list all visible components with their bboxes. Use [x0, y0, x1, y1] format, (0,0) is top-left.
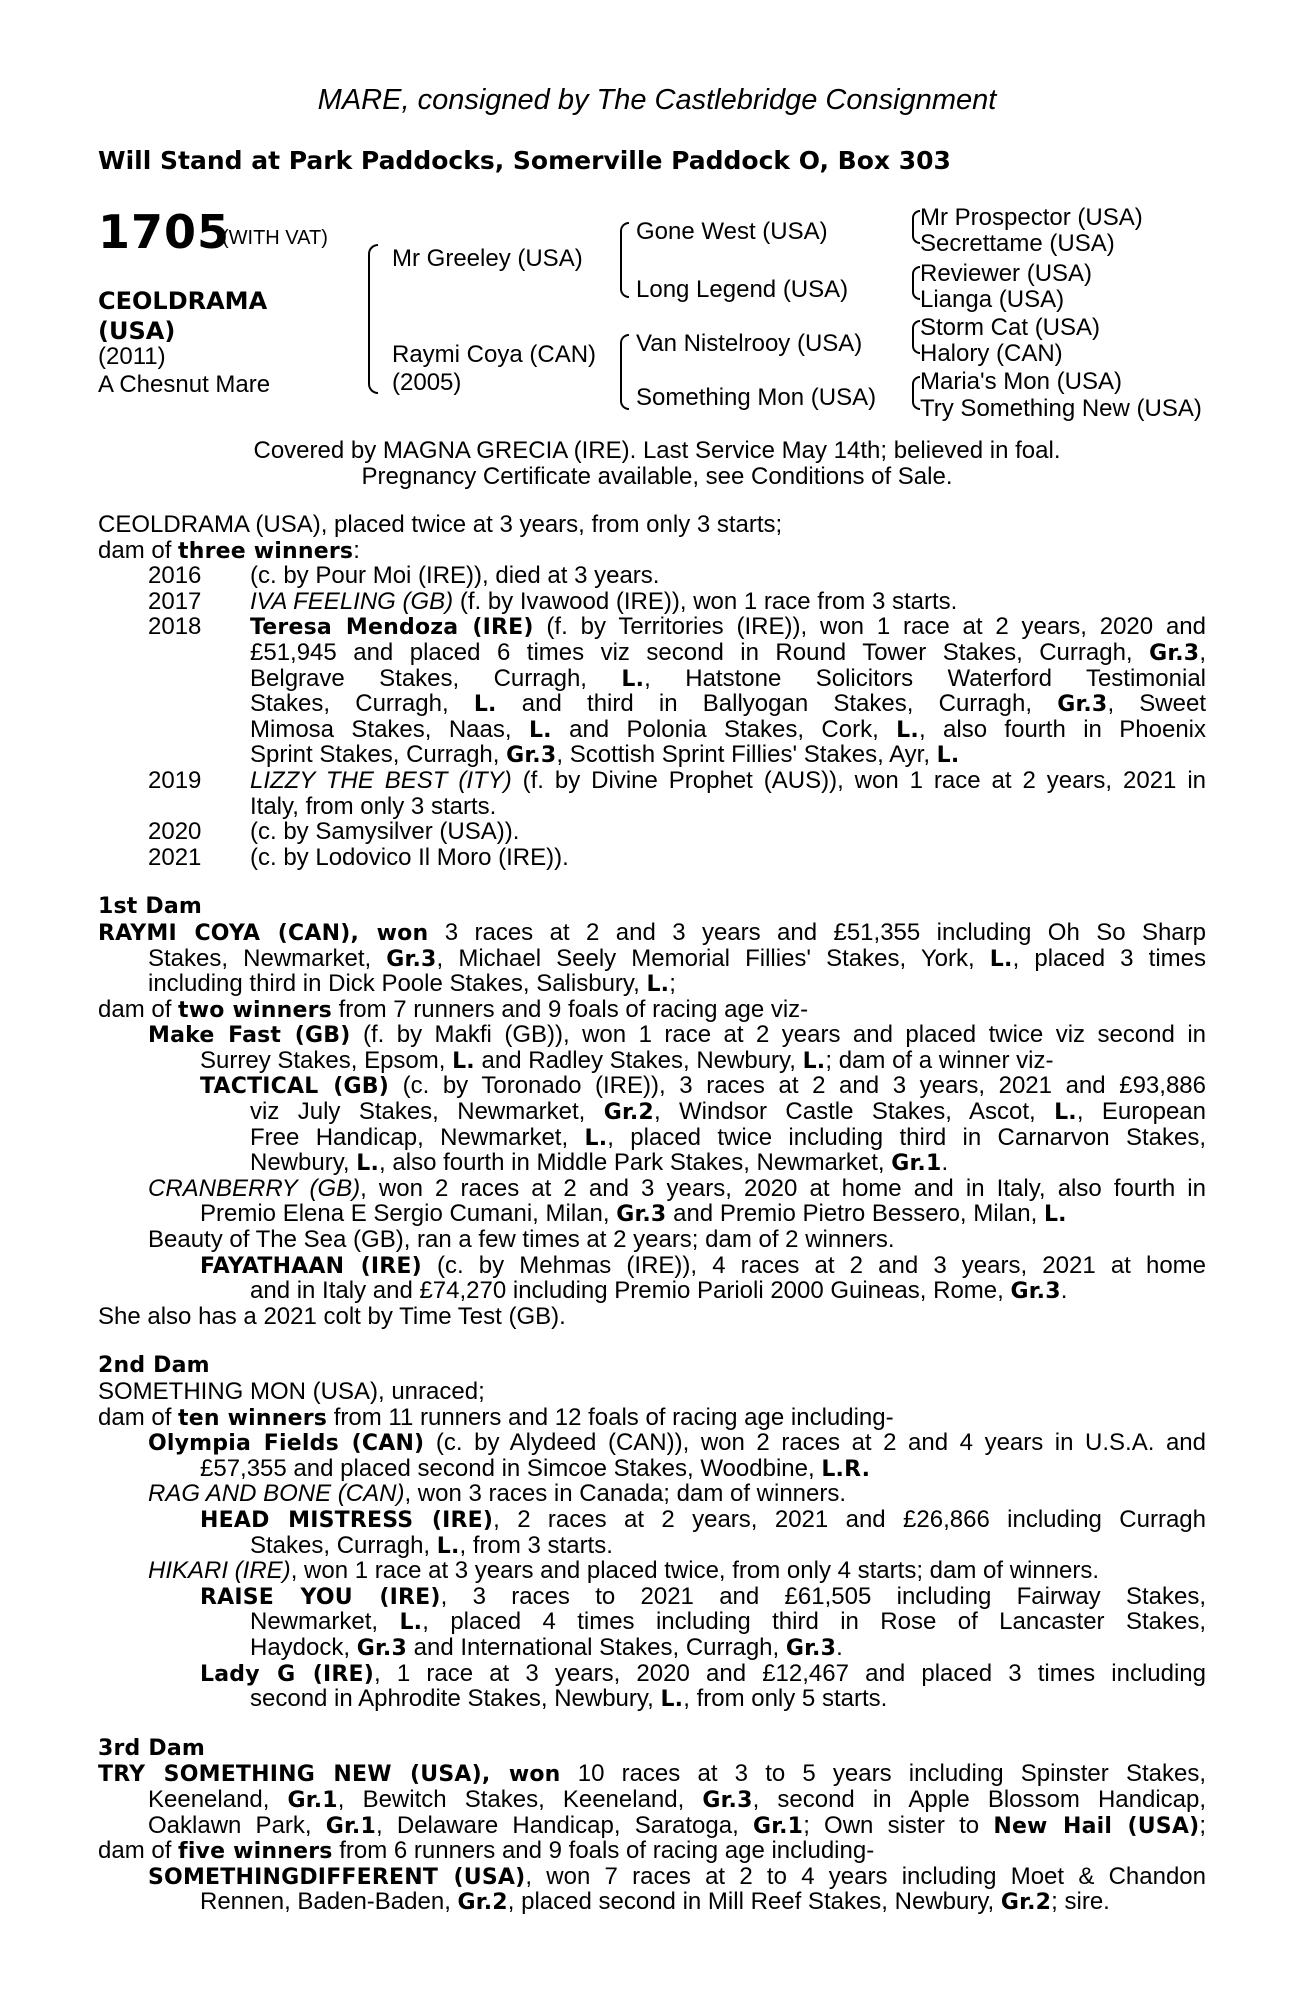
lot-number: 1705 — [98, 205, 231, 259]
pedigree-dam-sire: Van Nistelrooy (USA) — [636, 330, 863, 357]
horse-name: CEOLDRAMA (USA) — [98, 287, 268, 345]
pedigree-brace-dam — [620, 334, 629, 410]
pedigree-brace-dd — [912, 376, 920, 410]
produce-intro: CEOLDRAMA (USA), placed twice at 3 years, from only 3 starts; — [98, 511, 783, 538]
stand-location: Will Stand at Park Paddocks, Somerville Paddock O, Box 303 — [98, 146, 951, 175]
pedigree-sire-dam: Long Legend (USA) — [636, 276, 849, 303]
page-title: MARE, consigned by The Castlebridge Consignment — [317, 84, 997, 116]
first-dam-section: 1st Dam RAYMI COYA (CAN), won 3 races at 2 and 3 years and £51,355 including Oh So Sharp Stakes, Newmarket, Gr.3, Michael Seely Memorial Fillies' Stakes, York, L., placed 3 times including third in Dick Poole Stakes, Salisbury, L.; dam of two winners from 7 runners and 9 foals of racing age viz- Make Fast (GB) (f. by Makfi (GB)), won 1 race at 2 years and placed twice viz second in Surrey Stakes, Epsom, L. and Radley Stakes, Newbury, L.; dam of a winner viz- TACTICAL (GB) (c. by Toronado (IRE)), 3 races at 2 and 3 years, 2021 and £93,886 viz July Stakes, Newmarket, Gr.2, Windsor Castle Stakes, Ascot, L., European Free Handicap, Newmarket, L., placed twice including third in Carnarvon Stakes, Newbury, L., also fourth in Middle Park Stakes, Newmarket, Gr.1. CRANBERRY (GB), won 2 races at 2 and 3 years, 2020 at home and in Italy, also fourth in Premio Elena E Sergio Cumani, Milan, Gr.3 and Premio Pietro Bessero, Milan, L. Beauty of The Sea (GB), ran a few times at 2 years; dam of 2 winners. FAYATHAAN (IRE) (c. by Mehmas (IRE)), 4 races at 2 and 3 years, 2021 at home and in Italy and £74,270 including Premio Parioli 2000 Guineas, Rome, Gr.3. She also has a 2021 colt by Time Test (GB). — [98, 894, 1207, 1330]
vat-label: (WITH VAT) — [222, 227, 328, 249]
pedigree-sds: Reviewer (USA) — [920, 260, 1093, 287]
pedigree-sire: Mr Greeley (USA) — [392, 245, 583, 272]
third-dam-section: 3rd Dam TRY SOMETHING NEW (USA), won 10 races at 3 to 5 years including Spinster Stakes, Keeneland, Gr.1, Bewitch Stakes, Keeneland, Gr.3, second in Apple Blossom Handicap, Oaklawn Park, Gr.1, Delaware Handicap, Saratoga, Gr.1; Own sister to New Hail (USA); dam of five winners from 6 runners and 9 foals of racing age including- SOMETHINGDIFFERENT (USA), won 7 races at 2 to 4 years including Moet & Chandon Rennen, Baden-Baden, Gr.2, placed second in Mill Reef Stakes, Newbury, Gr.2; sire. — [98, 1735, 1207, 1916]
produce-dam-of: dam of three winners: — [98, 536, 360, 564]
pedigree-brace-ds — [912, 320, 920, 354]
pedigree-brace-sire — [620, 222, 629, 298]
second-dam-heading: 2nd Dam — [98, 1353, 210, 1379]
pedigree-sire-sire: Gone West (USA) — [636, 218, 828, 245]
pedigree-sss: Mr Prospector (USA) — [920, 204, 1143, 231]
pedigree-dds: Maria's Mon (USA) — [920, 368, 1122, 395]
covered-note: Covered by MAGNA GRECIA (IRE). Last Service May 14th; believed in foal. Pregnancy Certificate available, see Conditions of Sale. — [253, 437, 1061, 490]
pedigree-ssd: Secrettame (USA) — [920, 230, 1115, 257]
pedigree-dam: Raymi Coya (CAN) — [392, 341, 597, 368]
pedigree-brace-sd — [912, 266, 920, 300]
produce-2016: 2016 (c. by Pour Moi (IRE)), died at 3 years. — [148, 562, 660, 590]
produce-2019: 2019 LIZZY THE BEST (ITY) (f. by Divine Prophet (AUS)), won 1 race at 2 years, 2021 in — [148, 766, 1207, 794]
produce-2017: 2017 IVA FEELING (GB) (f. by Ivawood (IRE)), won 1 race from 3 starts. — [148, 587, 958, 615]
catalogue-body — [98, 512, 1206, 1915]
first-dam-heading: 1st Dam — [98, 894, 203, 920]
pedigree-brace-ss — [912, 210, 920, 244]
pedigree-dam-dam: Something Mon (USA) — [636, 384, 877, 411]
pedigree-sdd: Lianga (USA) — [920, 286, 1065, 313]
produce-2020: 2020 (c. by Samysilver (USA)). — [148, 818, 520, 846]
produce-2018: 2018 Teresa Mendoza (IRE) (f. by Territories (IRE)), won 1 race at 2 years, 2020 and — [148, 613, 1206, 641]
pedigree-dss: Storm Cat (USA) — [920, 314, 1101, 341]
pedigree-brace-main — [368, 244, 378, 394]
pedigree-dam-year: (2005) — [392, 369, 462, 396]
third-dam-heading: 3rd Dam — [98, 1735, 205, 1761]
produce-2021: 2021 (c. by Lodovico Il Moro (IRE)). — [148, 843, 569, 871]
second-dam-section: 2nd Dam SOMETHING MON (USA), unraced; dam of ten winners from 11 runners and 12 foals of racing age including- Olympia Fields (CAN) (c. by Alydeed (CAN)), won 2 races at 2 and 4 years in U.S.A. and £57,355 and placed second in Simcoe Stakes, Woodbine, L.R. RAG AND BONE (CAN), won 3 races in Canada; dam of winners. HEAD MISTRESS (IRE), 2 races at 2 years, 2021 and £26,866 including Curragh Stakes, Curragh, L., from 3 starts. HIKARI (IRE), won 1 race at 3 years and placed twice, from only 4 starts; dam of winners. RAISE YOU (IRE), 3 races to 2021 and £61,505 including Fairway Stakes, Newmarket, L., placed 4 times including third in Rose of Lancaster Stakes, Haydock, Gr.3 and International Stakes, Curragh, Gr.3. Lady G (IRE), 1 race at 3 years, 2020 and £12,467 and placed 3 times including second in Aphrodite Stakes, Newbury, L., from only 5 starts. — [98, 1353, 1207, 1713]
pedigree-ddd: Try Something New (USA) — [920, 395, 1202, 422]
horse-details: (2011) A Chesnut Mare — [98, 343, 271, 398]
produce-record: CEOLDRAMA (USA), placed twice at 3 years, from only 3 starts; dam of three winners: 2016 (c. by Pour Moi (IRE)), died at 3 years. 2017 IVA FEELING (GB) (f. by Ivawood (IRE)), won 1 race from 3 starts. 2018 Teresa Mendoza (IRE) (f. by Territories (IRE)), won 1 race at 2 years, 2020 and £51,945 and placed 6 times viz second in Round Tower Stakes, Curragh, Gr.3, Belgrave Stakes, Curragh, L., Hatstone Solicitors Waterford Testimonial Stakes, Curragh, L. and third in Ballyogan Stakes, Curragh, Gr.3, Sweet Mimosa Stakes, Naas, L. and Polonia Stakes, Cork, L., also fourth in Phoenix Sprint Stakes, Curragh, Gr.3, Scottish Sprint Fillies' Stakes, Ayr, L. 2019 LIZZY THE BEST (ITY) (f. by Divine Prophet (AUS)), won 1 race at 2 years, 2021 in Italy, from only 3 starts. 2020 (c. by Samysilver (USA)). 2021 (c. by Lodovico Il Moro (IRE)). — [98, 511, 1207, 871]
pedigree-dsd: Halory (CAN) — [920, 340, 1063, 367]
